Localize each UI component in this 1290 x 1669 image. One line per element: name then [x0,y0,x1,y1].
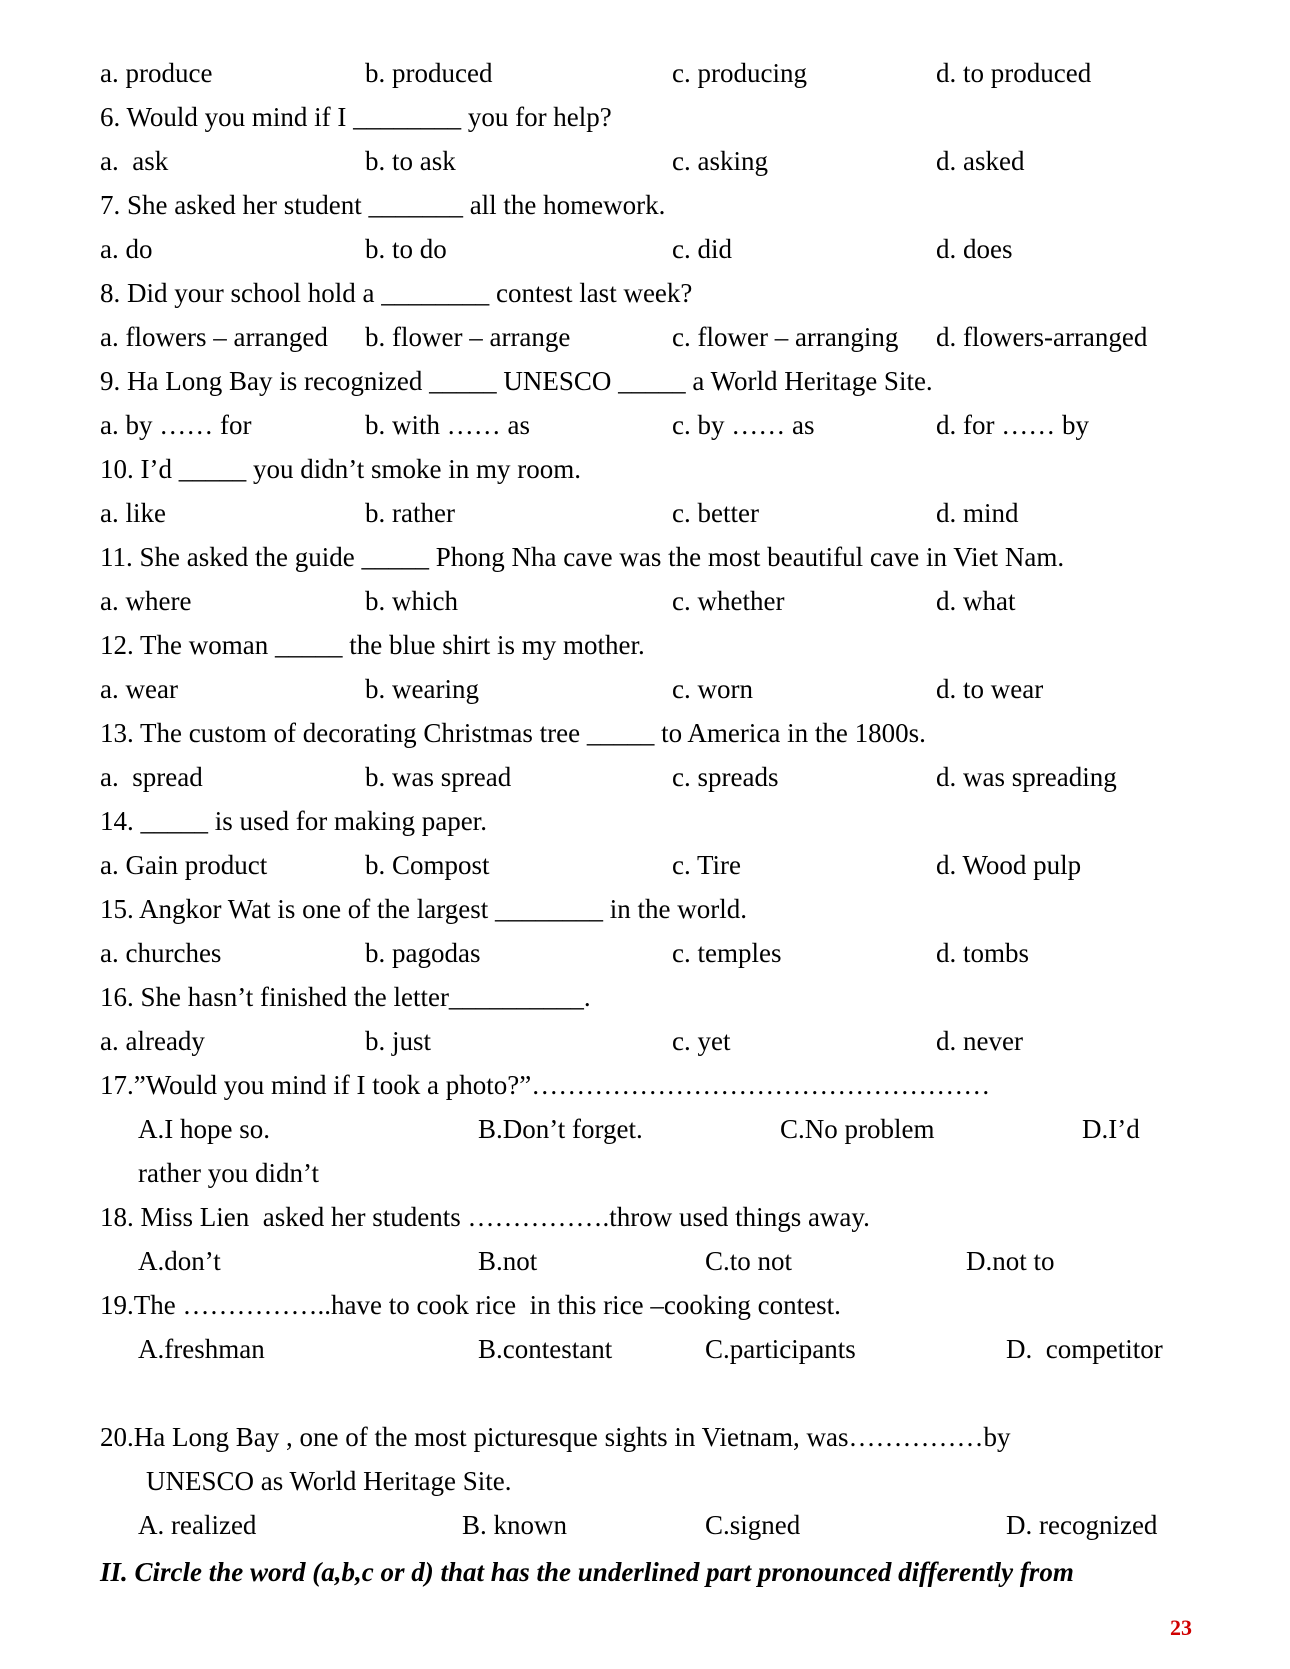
question-continuation: UNESCO as World Heritage Site. [146,1466,512,1496]
answer-option: d. flowers-arranged [936,322,1148,352]
answer-option: c. whether [672,586,785,616]
answer-option: c. better [672,498,759,528]
answer-option: c. temples [672,938,782,968]
answer-option: c. yet [672,1026,731,1056]
answer-option: b. pagodas [365,938,481,968]
answer-option: A.freshman [138,1334,265,1364]
question-text: 14. _____ is used for making paper. [100,806,487,836]
answer-option: B.Don’t forget. [478,1114,643,1144]
answer-option: D.I’d [1082,1114,1140,1144]
question-text: 13. The custom of decorating Christmas tree _____ to America in the 1800s. [100,718,926,748]
answer-option: b. Compost [365,850,490,880]
answer-option: d. mind [936,498,1019,528]
answer-option: A. realized [138,1510,257,1540]
answer-option: d. was spreading [936,762,1117,792]
answer-option: b. to ask [365,146,456,176]
answer-option: B. known [462,1510,568,1540]
answer-option: b. was spread [365,762,512,792]
answer-option: d. for …… by [936,410,1089,440]
answer-option: c. worn [672,674,753,704]
answer-option: D.not to [966,1246,1055,1276]
question-text: 7. She asked her student _______ all the homework. [100,190,666,220]
answer-option: a. spread [100,762,203,792]
question-text: 16. She hasn’t finished the letter__________. [100,982,591,1012]
question-text: 12. The woman _____ the blue shirt is my mother. [100,630,645,660]
answer-option: B.not [478,1246,538,1276]
answer-option: c. did [672,234,732,264]
answer-option: D. competitor [1006,1334,1163,1364]
answer-option: a. already [100,1026,205,1056]
answer-option: a. churches [100,938,222,968]
question-text: 6. Would you mind if I ________ you for help? [100,102,612,132]
answer-option: b. flower – arrange [365,322,571,352]
answer-option: b. which [365,586,458,616]
answer-option: a. wear [100,674,178,704]
answer-option: b. wearing [365,674,479,704]
answer-option: C.participants [705,1334,856,1364]
answer-option: d. never [936,1026,1023,1056]
answer-option: C.No problem [780,1114,935,1144]
answer-option: b. with …… as [365,410,530,440]
answer-option: C.to not [705,1246,793,1276]
question-text: 8. Did your school hold a ________ contest last week? [100,278,693,308]
question-text: 11. She asked the guide _____ Phong Nha cave was the most beautiful cave in Viet Nam. [100,542,1065,572]
answer-option: d. to produced [936,58,1092,88]
answer-option: d. tombs [936,938,1030,968]
answer-option: A.I hope so. [138,1114,270,1144]
question-text: 17.”Would you mind if I took a photo?”…………………………………………… [100,1070,991,1100]
answer-option: a. produce [100,58,213,88]
question-text: 20.Ha Long Bay , one of the most picturesque sights in Vietnam, was……………by [100,1422,1011,1452]
answer-option: a. where [100,586,192,616]
answer-option: a. like [100,498,166,528]
answer-option: C.signed [705,1510,801,1540]
answer-option: a. do [100,234,153,264]
answer-option: c. producing [672,58,807,88]
answer-option: A.don’t [138,1246,221,1276]
question-text: 19.The ……………..have to cook rice in this rice –cooking contest. [100,1290,841,1320]
answer-option: c. Tire [672,850,742,880]
answer-option: B.contestant [478,1334,613,1364]
answer-option: a. by …… for [100,410,252,440]
answer-option: d. what [936,586,1016,616]
answer-option: b. to do [365,234,447,264]
answer-option: a. ask [100,146,169,176]
answer-option: b. just [365,1026,432,1056]
answer-option: d. asked [936,146,1025,176]
question-continuation: rather you didn’t [138,1158,319,1188]
answer-option: c. by …… as [672,410,815,440]
answer-option: a. Gain product [100,850,268,880]
page-number: 23 [1170,1615,1192,1640]
answer-option: d. does [936,234,1013,264]
answer-option: b. rather [365,498,455,528]
answer-option: d. Wood pulp [936,850,1082,880]
question-text: 10. I’d _____ you didn’t smoke in my room. [100,454,581,484]
answer-option: d. to wear [936,674,1044,704]
answer-option: a. flowers – arranged [100,322,328,352]
section-heading: II. Circle the word (a,b,c or d) that has the underlined part pronounced differently from [100,1557,1074,1587]
answer-option: c. asking [672,146,768,176]
answer-option: c. flower – arranging [672,322,899,352]
question-text: 18. Miss Lien asked her students …………….throw used things away. [100,1202,870,1232]
answer-option: D. recognized [1006,1510,1158,1540]
question-text: 15. Angkor Wat is one of the largest ________ in the world. [100,894,747,924]
answer-option: c. spreads [672,762,779,792]
answer-option: b. produced [365,58,493,88]
question-text: 9. Ha Long Bay is recognized _____ UNESCO _____ a World Heritage Site. [100,366,933,396]
